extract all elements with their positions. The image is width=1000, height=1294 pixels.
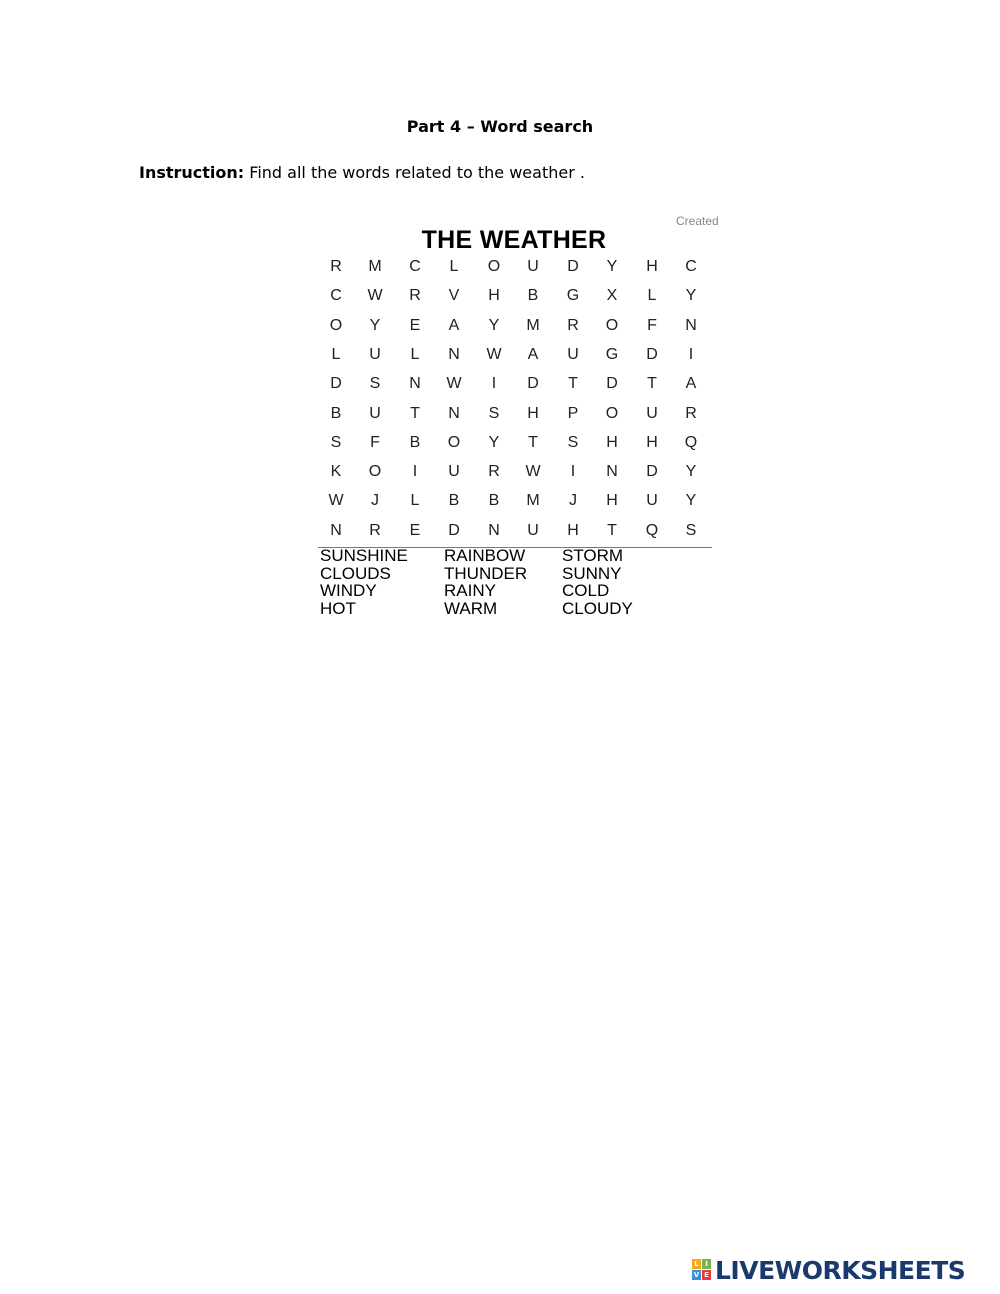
grid-cell: A [448,316,460,334]
grid-cell: M [526,492,540,510]
grid-cell: O [329,316,343,334]
grid-cell: I [570,463,576,481]
grid-cell: N [448,404,460,422]
grid-cell: F [647,316,657,334]
grid-cell: N [330,521,342,539]
grid-cell: D [527,375,539,393]
grid-cell: M [526,316,540,334]
grid-cell: R [685,404,697,422]
grid-cell: L [410,345,420,363]
grid-cell: S [330,433,342,451]
grid-cell: W [446,375,462,393]
word-list-item: WARM [444,598,498,618]
grid-cell: Y [488,433,500,451]
logo-badge-icon [692,1259,712,1281]
word-list-item: CLOUDS [320,563,391,583]
grid-cell: F [370,433,380,451]
grid-cell: Y [685,492,697,510]
grid-cell: I [688,345,694,363]
word-list-column [320,547,408,617]
grid-cell: H [488,287,500,305]
grid-cell: W [328,492,344,510]
grid-cell: Q [645,521,659,539]
grid-cell: H [606,433,618,451]
grid-cell: R [369,521,381,539]
grid-cell: H [646,258,658,275]
grid-cell: H [527,404,539,422]
word-list-item: RAINY [444,581,496,600]
grid-cell: W [367,287,383,305]
grid-cell: N [488,521,500,539]
word-list-item: HOT [320,598,356,618]
instruction-text: Find all the words related to the weather . [244,163,585,182]
grid-cell: T [528,433,538,451]
grid-cell: C [685,258,697,275]
grid-cell: Y [685,463,697,481]
word-list-item: COLD [562,581,610,600]
grid-cell: M [368,258,382,275]
grid-cell: I [412,463,418,481]
grid-cell: H [567,521,579,539]
word-list-item: WINDY [320,581,377,600]
grid-cell: T [647,375,657,393]
grid-cell: S [685,521,697,539]
grid-cell: W [486,345,502,363]
logo-badge-letter: E [702,1270,711,1280]
grid-cell: G [605,345,619,363]
grid-cell: T [607,521,617,539]
grid-cell: R [488,463,500,481]
grid-cell: Y [369,316,381,334]
word-list-item: CLOUDY [562,598,633,618]
grid-cell: O [605,404,619,422]
grid-cell: D [567,258,579,275]
grid-cell: Y [606,258,618,275]
grid-cell: S [567,433,579,451]
grid-cell: U [527,258,539,275]
grid-cell: O [368,463,382,481]
grid-cell: H [646,433,658,451]
word-list-item: SUNNY [562,563,622,583]
word-list-column [444,547,527,617]
grid-cell: B [448,492,460,510]
grid-cell: C [330,287,342,305]
grid-cell: O [605,316,619,334]
grid-cell: E [409,521,421,539]
word-list-item: THUNDER [444,563,528,583]
word-list-item: STORM [562,546,624,565]
grid-cell: B [527,287,539,305]
grid-cell: U [567,345,579,363]
grid-cell: A [527,345,539,363]
grid-cell: T [410,404,420,422]
grid-cell: U [369,345,381,363]
grid-cell: J [569,492,577,510]
grid-cell: B [330,404,342,422]
instruction-label: Instruction: [139,163,245,182]
grid-cell: B [488,492,500,510]
grid-cell: A [685,375,697,393]
word-list-item: SUNSHINE [320,546,408,565]
grid-cell: V [448,287,460,305]
grid-cell: I [491,375,497,393]
logo-text: LIVEWORKSHEETS [715,1255,966,1285]
grid-cell: C [409,258,421,275]
grid-cell: J [371,492,379,510]
grid-cell: G [566,287,580,305]
grid-cell: D [606,375,618,393]
grid-cell: L [410,492,420,510]
grid-cell: N [409,375,421,393]
created-by-text: Created [676,214,719,228]
grid-cell: X [606,287,618,305]
grid-cell: N [685,316,697,334]
grid-cell: E [409,316,421,334]
letter-grid [316,258,712,548]
grid-cell: R [409,287,421,305]
grid-cell: U [646,492,658,510]
grid-cell: O [447,433,461,451]
grid-cell: D [330,375,342,393]
liveworksheets-logo [692,1256,965,1284]
grid-cell: P [567,404,579,422]
grid-cell: D [448,521,460,539]
grid-cell: W [525,463,541,481]
word-list-column [562,547,633,617]
grid-cell: R [567,316,579,334]
grid-cell: H [606,492,618,510]
grid-cell: K [330,463,342,481]
logo-badge-letter: V [693,1271,700,1279]
grid-cell: N [448,345,460,363]
grid-cell: B [409,433,421,451]
grid-cell: L [449,258,459,275]
word-list-item: RAINBOW [444,546,526,565]
grid-cell: Y [488,316,500,334]
grid-cell: S [488,404,500,422]
grid-cell: S [369,375,381,393]
word-search-puzzle [316,214,724,624]
grid-cell: U [527,521,539,539]
grid-cell: O [487,258,501,275]
puzzle-title: THE WEATHER [421,226,607,254]
grid-cell: L [647,287,657,305]
grid-cell: Y [685,287,697,305]
grid-cell: U [448,463,460,481]
grid-cell: U [369,404,381,422]
grid-cell: D [646,345,658,363]
grid-cell: L [331,345,341,363]
grid-cell: U [646,404,658,422]
grid-cell: R [330,258,342,275]
logo-badge-letter: I [702,1259,711,1269]
grid-cell: D [646,463,658,481]
grid-cell: T [568,375,578,393]
grid-cell: Q [684,433,698,451]
section-title: Part 4 – Word search [406,117,594,136]
instruction [139,163,585,182]
grid-cell: N [606,463,618,481]
logo-badge-letter: L [692,1259,701,1269]
